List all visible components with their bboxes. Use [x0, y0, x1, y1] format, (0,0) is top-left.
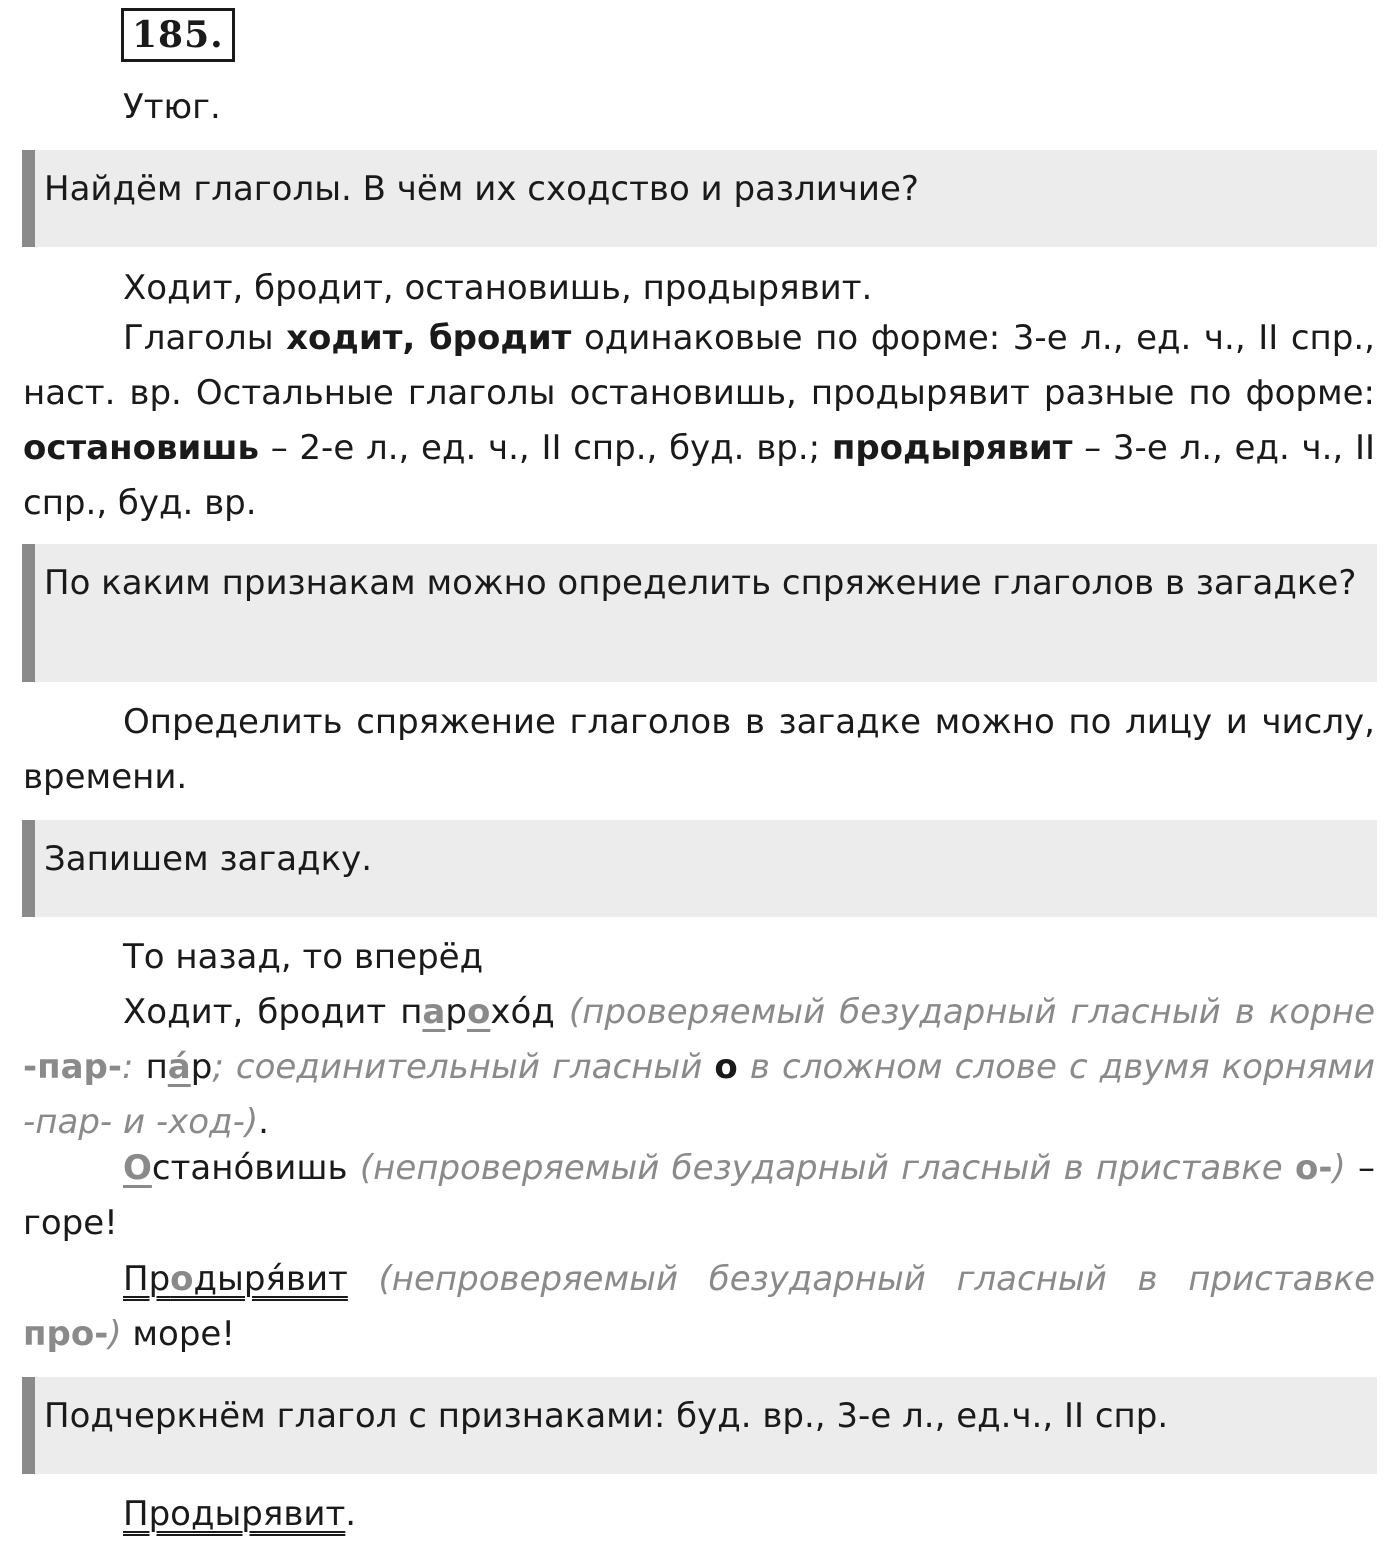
riddle-line-2: Ходит, бродит парохо́д (проверяемый безударный гласный в корне -пар-: па́р; соединительный гласный о в сложном слове с двумя корнями -пар- и -ход-). — [23, 992, 1375, 1142]
verbs-comparison-paragraph: Глаголы ходит, бродит одинаковые по форме: 3-е л., ед. ч., II спр., наст. вр. Остальные глаголы остановишь, продырявит разные по форме: остановишь – 2-е л., ед. ч., II спр., буд. вр.; продырявит – 3-е л., ед. ч., II спр., буд. вр. — [23, 318, 1375, 523]
word-prodyryavit-underlined: Продыря́вит — [123, 1259, 348, 1299]
question-3-text: Запишем загадку. — [44, 839, 373, 879]
task-number: 185. — [121, 8, 235, 62]
bold-verb-prodyryavit: продырявит — [831, 428, 1073, 468]
word-parokhod: парохо́д — [400, 992, 555, 1032]
question-4-text: Подчеркнём глагол с признаками: буд. вр., 3-е л., ед.ч., II спр. — [44, 1396, 1169, 1436]
bold-verbs-1: ходит, бродит — [286, 318, 572, 358]
word-ostanovish: Остано́вишь — [123, 1148, 348, 1188]
riddle-answer-title: Утюг. — [123, 87, 221, 127]
verbs-list: Ходит, бродит, остановишь, продырявит. — [123, 268, 873, 308]
question-box-1 — [22, 150, 1377, 247]
question-2-text: По каким признакам можно определить спряжение глаголов в загадке? — [44, 563, 1357, 603]
question-box-3 — [22, 820, 1377, 917]
comment-1: (проверяемый безударный гласный в корне -пар-: па́р; соединительный гласный о в сложном слове с двумя корнями -пар- и -ход-) — [23, 992, 1375, 1142]
question-box-2 — [22, 544, 1377, 682]
check-word-par: па́р — [145, 1047, 213, 1087]
riddle-line-3: Остано́вишь (непроверяемый безударный гласный в приставке о-) – горе! — [23, 1148, 1375, 1243]
question-1-text: Найдём глаголы. В чём их сходство и различие? — [44, 169, 919, 209]
bold-verb-ostanovish: остановишь — [23, 428, 259, 468]
riddle-line-4: Продыря́вит (непроверяемый безударный гласный в приставке про-) море! — [23, 1259, 1375, 1354]
final-answer: Продырявит. — [123, 1494, 357, 1534]
riddle-line-1: То назад, то вперёд — [123, 937, 484, 977]
answer-word: Продырявит — [123, 1494, 346, 1534]
comment-2: (непроверяемый безударный гласный в приставке о-) — [347, 1148, 1346, 1188]
comment-3: (непроверяемый безударный гласный в приставке про-) — [23, 1259, 1375, 1354]
question-box-4 — [22, 1377, 1377, 1474]
conjugation-answer: Определить спряжение глаголов в загадке можно по лицу и числу, времени. — [23, 702, 1375, 797]
